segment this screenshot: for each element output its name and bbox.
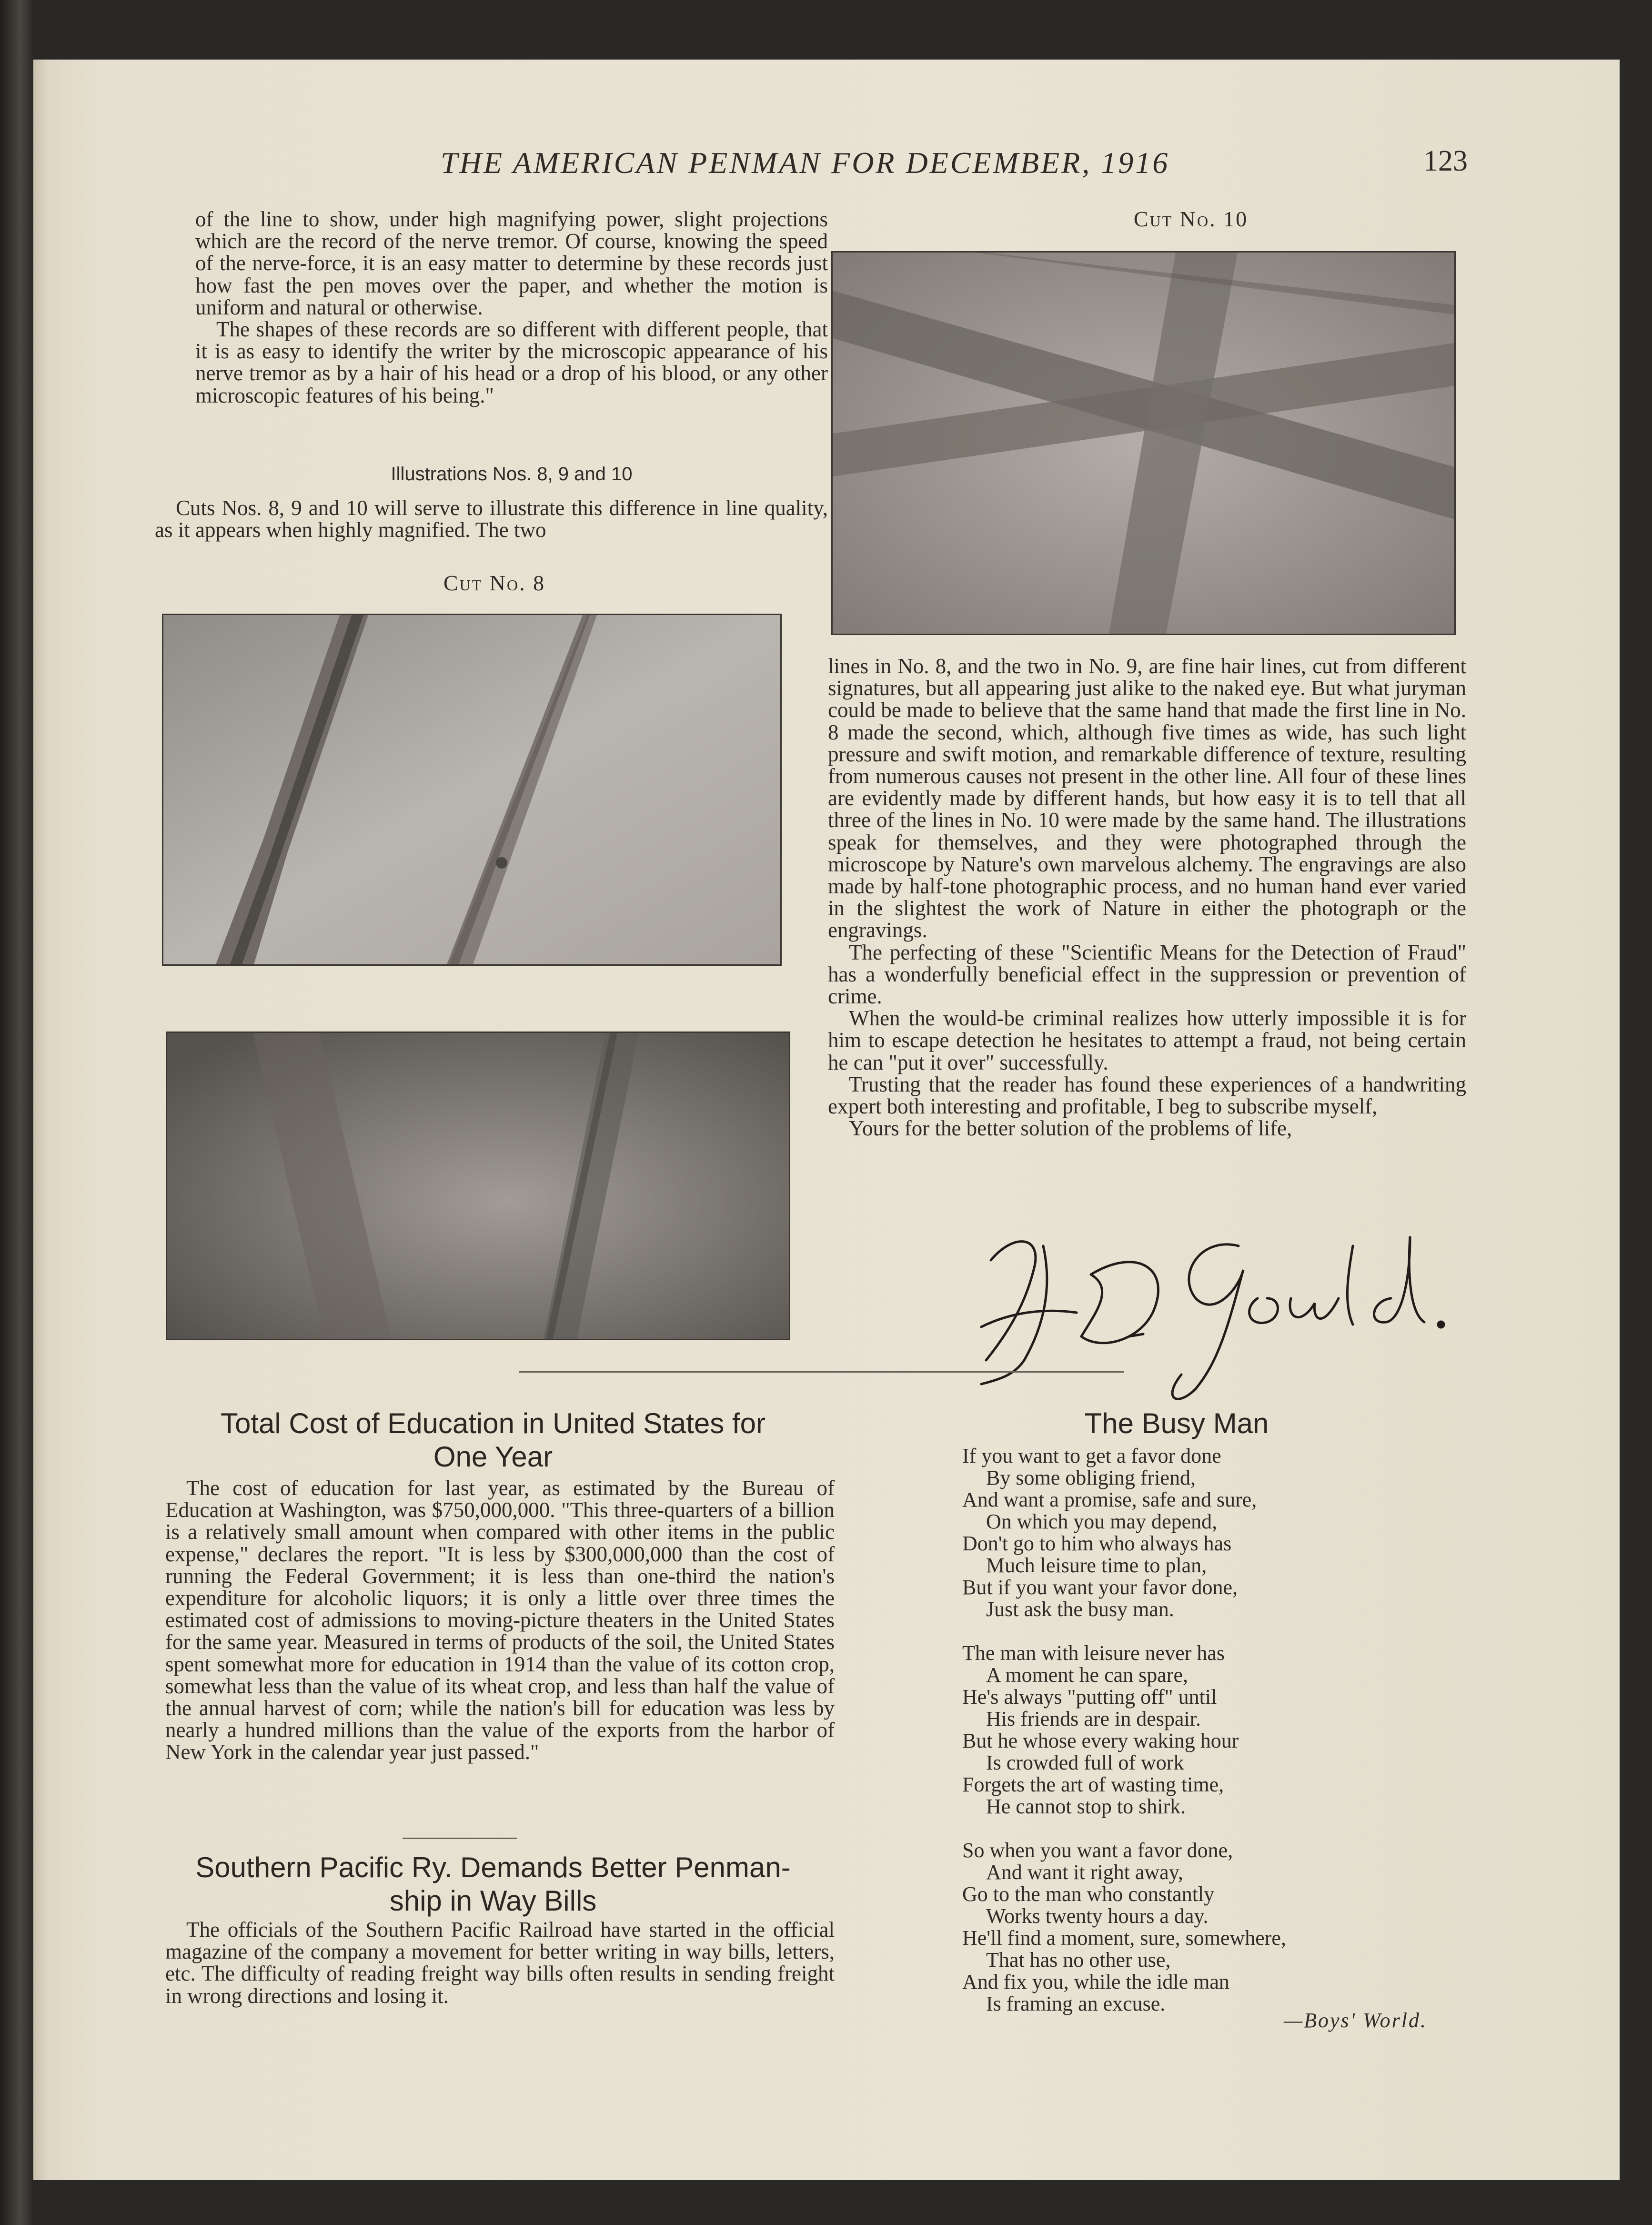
page-number: 123 bbox=[1423, 145, 1468, 177]
poem-line: He'll find a moment, sure, somewhere, bbox=[962, 1926, 1286, 1950]
poem-line: And fix you, while the idle man bbox=[962, 1970, 1229, 1993]
title-line: One Year bbox=[433, 1441, 553, 1473]
cut9-micrograph bbox=[167, 1033, 789, 1339]
poem-line: And want a promise, safe and sure, bbox=[962, 1488, 1257, 1511]
poem-line: On which you may depend, bbox=[986, 1510, 1218, 1533]
poem-attribution: —Boys' World. bbox=[1284, 2009, 1428, 2032]
poem-line: He's always "putting off" until bbox=[962, 1685, 1217, 1709]
southern-pacific-title bbox=[152, 1851, 834, 1918]
poem-line: Works twenty hours a day. bbox=[986, 1904, 1209, 1928]
paragraph: Cuts Nos. 8, 9 and 10 will serve to illustrate this difference in line quality, as it appears when highly magnified. The two bbox=[155, 496, 828, 542]
poem-line: If you want to get a favor done bbox=[962, 1444, 1221, 1467]
paragraph: The perfecting of these "Scientific Means for the Detection of Fraud" has a wonderfully beneficial effect in the suppression or prevention of crime. bbox=[828, 940, 1466, 1009]
paragraph: The cost of education for last year, as estimated by the Bureau of Education at Washington, was $750,000,000. "This three-quarters of a billion is a relatively small amount when compared with other items in the public expense," declares the report. "It is less by $300,000,000 than the cost of running the Federal Government; it is less than one-third the nation's expenditure for alcoholic liquors; it is only a little over three times the estimated cost of admissions to moving-picture theaters in the United States for the same year. Measured in terms of products of the soil, the United States spent somewhat more for education in 1914 than the value of its cotton crop, somewhat less than the value of its wheat crop, and less than half the value of the annual harvest of corn; while the nation's bill for education was less by nearly a hundred millions than the value of the exports from the harbor of New York in the calendar year just passed." bbox=[165, 1476, 835, 1764]
poem-line: That has no other use, bbox=[986, 1948, 1171, 1972]
poem-line: He cannot stop to shirk. bbox=[986, 1795, 1186, 1818]
poem-line: So when you want a favor done, bbox=[962, 1839, 1233, 1862]
cut9-photo bbox=[166, 1032, 790, 1340]
poem-line: But if you want your favor done, bbox=[962, 1576, 1238, 1599]
poem-line: Is crowded full of work bbox=[986, 1751, 1184, 1774]
right-column-text bbox=[828, 655, 1466, 1139]
poem-line: The man with leisure never has bbox=[962, 1641, 1225, 1665]
poem-line: A moment he can spare, bbox=[986, 1663, 1188, 1687]
running-title: THE AMERICAN PENMAN FOR DECEMBER, 1916 bbox=[441, 146, 1170, 180]
title-line: Total Cost of Education in United States for bbox=[221, 1407, 766, 1439]
title-line: ship in Way Bills bbox=[389, 1885, 597, 1917]
paragraph: of the line to show, under high magnifying power, slight projections which are the record of the nerve tremor. Of course, knowing the speed of the nerve-force, it is an easy matter to determine by these records just how fast the pen moves over the paper, and whether the motion is uniform and natural or otherwise. bbox=[195, 207, 828, 319]
poem-line: And want it right away, bbox=[986, 1861, 1183, 1884]
poem-line: Don't go to him who always has bbox=[962, 1532, 1232, 1555]
signature bbox=[972, 1217, 1462, 1417]
poem-line bbox=[962, 1818, 1286, 1840]
title-line: Southern Pacific Ry. Demands Better Penman- bbox=[195, 1851, 791, 1883]
poem-line: His friends are in despair. bbox=[986, 1707, 1201, 1730]
poem-line bbox=[962, 1620, 1286, 1642]
southern-pacific-body bbox=[165, 1919, 835, 2007]
poem-line: Forgets the art of wasting time, bbox=[962, 1773, 1224, 1796]
poem-line: Just ask the busy man. bbox=[986, 1598, 1174, 1621]
page bbox=[33, 60, 1620, 2180]
cut10-micrograph bbox=[833, 253, 1454, 634]
education-title bbox=[152, 1407, 834, 1474]
illustrations-heading: Illustrations Nos. 8, 9 and 10 bbox=[391, 464, 633, 485]
paragraph: Trusting that the reader has found these experiences of a handwriting expert both interesting and profitable, I beg to subscribe myself, bbox=[828, 1072, 1466, 1119]
left-column-text bbox=[195, 208, 828, 406]
divider bbox=[519, 1371, 1124, 1373]
poem-line: But he whose every waking hour bbox=[962, 1729, 1239, 1752]
paragraph: When the would-be criminal realizes how utterly impossible it is for him to escape detection he hesitates to attempt a fraud, not being certain he can "put it over" successfully. bbox=[828, 1006, 1466, 1074]
paragraph: lines in No. 8, and the two in No. 9, are fine hair lines, cut from different signatures, but all appearing just alike to the naked eye. But what juryman could be made to believe that the same hand that made the first line in No. 8 made the second, which, although five times as wide, has such light pressure and swift motion, and remarkable difference of texture, resulting from numerous causes not present in the other line. All four of these lines are evidently made by different hands, but how easy it is to tell that all three of the lines in No. 10 were made by the same hand. The illustrations speak for themselves, and they were photographed through the microscope by Nature's own marvelous alchemy. The engravings are also made by half-tone photographic process, and no human hand ever varied in the slightest the work of Nature in either the photograph or the engravings. bbox=[828, 654, 1466, 942]
poem-line: Much leisure time to plan, bbox=[986, 1554, 1207, 1577]
cut8-micrograph bbox=[163, 615, 780, 964]
education-body bbox=[165, 1477, 835, 1763]
book-spine bbox=[0, 0, 33, 2225]
paragraph: The shapes of these records are so different with different people, that it is as easy to identify the writer by the microscopic appearance of his nerve tremor as by a hair of his head or a drop of his blood, or any other microscopic features of his being." bbox=[195, 317, 828, 407]
poem-title: The Busy Man bbox=[1084, 1407, 1269, 1439]
poem-line: By some obliging friend, bbox=[986, 1466, 1196, 1489]
poem-line: Is framing an excuse. bbox=[986, 1992, 1166, 2015]
paragraph: The officials of the Southern Pacific Railroad have started in the official magazine of the company a movement for better writing in way bills, letters, etc. The difficulty of reading freight way bills often results in sending freight in wrong directions and losing it. bbox=[165, 1918, 835, 2008]
poem-body bbox=[962, 1445, 1286, 2015]
signature-image bbox=[972, 1217, 1462, 1417]
cuts-paragraph bbox=[155, 497, 828, 541]
cut10-photo bbox=[831, 251, 1456, 635]
cut8-photo bbox=[162, 614, 782, 966]
cut8-caption: Cut No. 8 bbox=[443, 571, 546, 595]
cut10-caption: Cut No. 10 bbox=[1133, 207, 1249, 231]
poem-line: Go to the man who constantly bbox=[962, 1882, 1215, 1906]
paragraph: Yours for the better solution of the problems of life, bbox=[849, 1116, 1292, 1141]
divider bbox=[403, 1838, 517, 1839]
